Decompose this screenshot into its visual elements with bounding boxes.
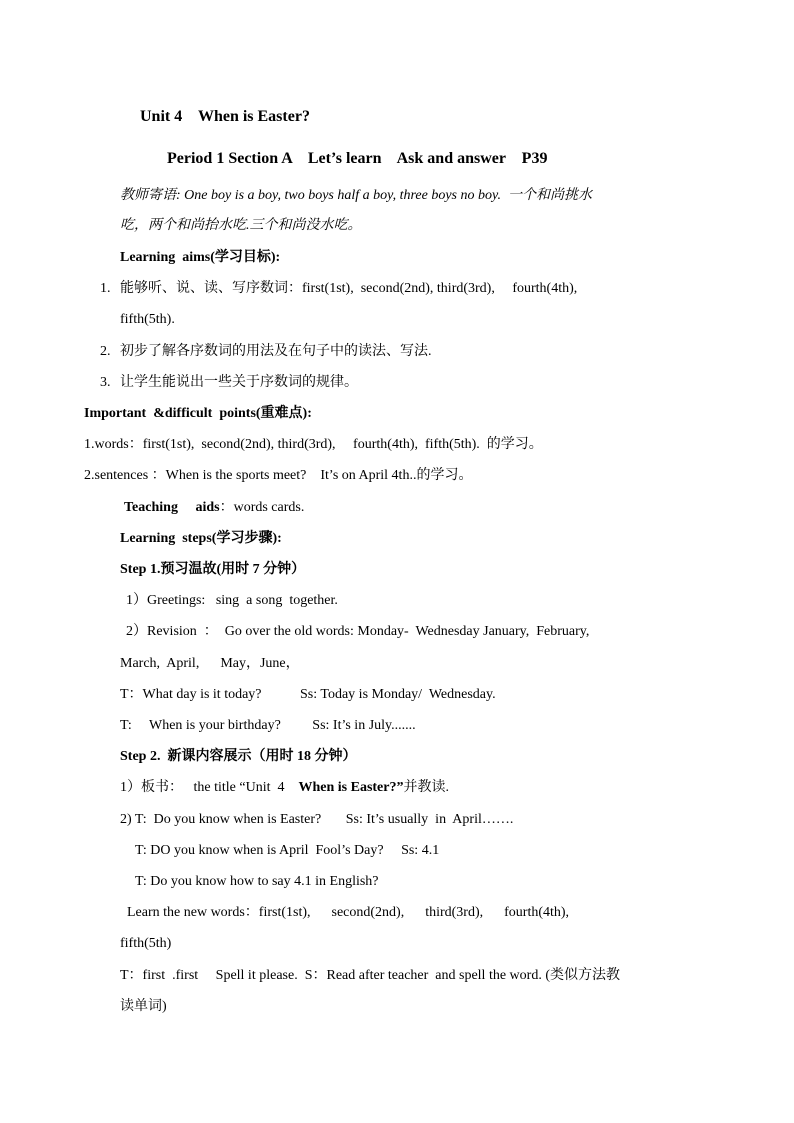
step-1-heading: Step 1.预习温故(用时 7 分钟） xyxy=(120,562,306,577)
unit-title: Unit 4 When is Easter? xyxy=(140,108,310,125)
learning-aims-heading: Learning aims(学习目标): xyxy=(120,250,281,265)
board-prefix: 1）板书： the title “Unit 4 xyxy=(120,780,299,795)
aim-number-1: 1. xyxy=(100,281,111,296)
step-2-line: T: Do you know how to say 4.1 in English? xyxy=(135,874,379,889)
step-1-line: 1）Greetings: sing a song together. xyxy=(126,593,338,608)
aim-number-2: 2. xyxy=(100,344,111,359)
board-suffix: 并教读. xyxy=(403,780,449,795)
aim-3-line-1: 让学生能说出一些关于序数词的规律。 xyxy=(120,375,358,390)
important-sentences: 2.sentences ：When is the sports meet? It’s on April 4th..的学习。 xyxy=(84,468,473,483)
step-2-line: 读单词) xyxy=(120,999,167,1014)
learning-steps-heading: Learning steps(学习步骤): xyxy=(120,531,282,546)
step-1-line: March, April, May，June， xyxy=(120,656,300,671)
period-title: Period 1 Section A Let’s learn Ask and answer P39 xyxy=(167,150,548,167)
teacher-motto-line-1: 教师寄语: One boy is a boy, two boys half a boy, three boys no boy. 一个和尚挑水 xyxy=(120,188,592,203)
step-2-board-line xyxy=(120,778,449,798)
step-2-line: T: DO you know when is April Fool’s Day? Ss: 4.1 xyxy=(135,843,440,858)
important-words: 1.words：first(1st), second(2nd), third(3rd), fourth(4th), fifth(5th). 的学习。 xyxy=(84,437,543,452)
step-2-line: 2) T: Do you know when is Easter? Ss: It’s usually in April……. xyxy=(120,812,514,827)
step-1-line: 2）Revision ： Go over the old words: Monday- Wednesday January, February, xyxy=(126,624,590,639)
aim-1-line-1: 能够听、说、读、写序数词：first(1st), second(2nd), third(3rd), fourth(4th), xyxy=(120,281,578,296)
step-2-heading: Step 2. 新课内容展示（用时 18 分钟） xyxy=(120,749,357,764)
aim-2-line-1: 初步了解各序数词的用法及在句子中的读法、写法. xyxy=(120,344,432,359)
aim-1-line-2: fifth(5th). xyxy=(120,312,175,327)
step-1-line: T：What day is it today? Ss: Today is Monday/ Wednesday. xyxy=(120,687,496,702)
step-2-line: T：first .first Spell it please. S：Read after teacher and spell the word. (类似方法教 xyxy=(120,968,620,983)
aim-number-3: 3. xyxy=(100,375,111,390)
teacher-motto-line-2: 吃，两个和尚抬水吃.三个和尚没水吃。 xyxy=(120,218,362,233)
teaching-aids xyxy=(124,498,304,518)
teaching-aids-label: Teaching aids xyxy=(124,500,220,515)
step-2-line: Learn the new words：first(1st), second(2nd), third(3rd), fourth(4th), xyxy=(127,905,570,920)
step-2-line: fifth(5th) xyxy=(120,936,172,951)
teaching-aids-value: ：words cards. xyxy=(219,500,305,515)
board-title-bold: When is Easter?” xyxy=(298,780,404,795)
important-points-heading: Important &difficult points(重难点): xyxy=(84,406,312,421)
step-1-line: T: When is your birthday? Ss: It’s in July....... xyxy=(120,718,416,733)
